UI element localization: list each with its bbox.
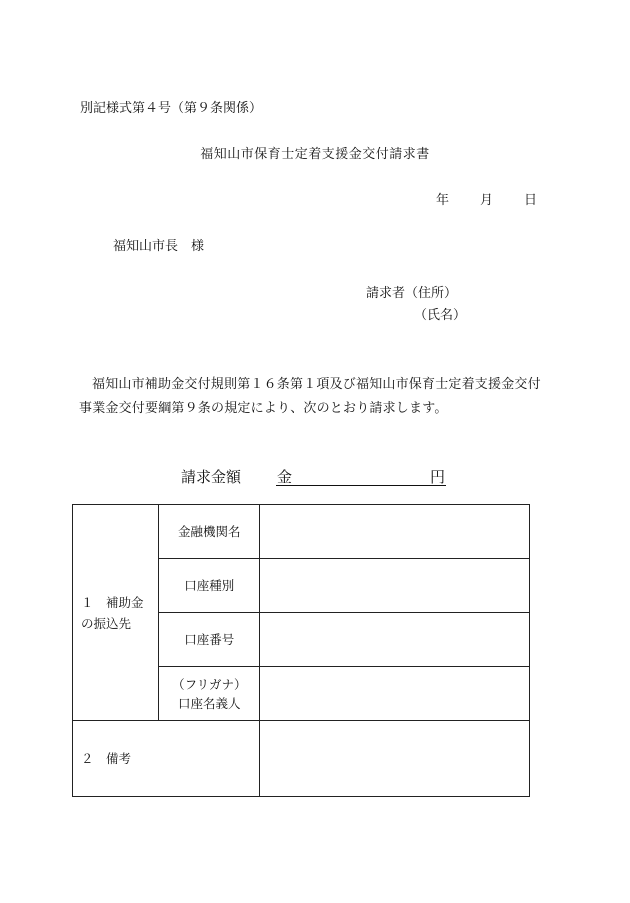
account-holder-field[interactable]	[260, 667, 530, 721]
bank-name-field[interactable]	[260, 505, 530, 559]
date-line	[436, 189, 537, 208]
account-type-field[interactable]	[260, 559, 530, 613]
amount-suffix: 円	[429, 468, 445, 486]
transfer-destination-heading: １ 補助金 の振込先	[73, 505, 159, 721]
amount-prefix: 金	[277, 468, 293, 486]
remarks-heading: ２ 備考	[73, 721, 260, 797]
requester-name-label: （氏名）	[414, 308, 467, 323]
account-number-field[interactable]	[260, 613, 530, 667]
account-type-label: 口座種別	[159, 559, 260, 613]
account-holder-label: （フリガナ） 口座名義人	[159, 667, 260, 721]
transfer-info-table	[72, 504, 530, 797]
remarks-field[interactable]	[260, 721, 530, 797]
requester-address-label: 請求者（住所）	[366, 286, 458, 301]
account-number-label: 口座番号	[159, 613, 260, 667]
bank-name-label: 金融機関名	[159, 505, 260, 559]
date-year-label: 年	[436, 193, 450, 208]
form-number: 別記様式第４号（第９条関係）	[80, 101, 263, 116]
date-month-label: 月	[480, 193, 494, 208]
date-day-label: 日	[524, 193, 538, 208]
document-title: 福知山市保育士定着支援金交付請求書	[200, 147, 430, 162]
addressee: 福知山市長 様	[113, 239, 205, 254]
amount-field[interactable]	[276, 466, 446, 486]
amount-label: 請求金額	[181, 468, 242, 486]
request-body-text: 福知山市補助金交付規則第１６条第１項及び福知山市保育士定着支援金交付事業金交付要綱第９条の規定により、次のとおり請求します。	[79, 377, 541, 416]
